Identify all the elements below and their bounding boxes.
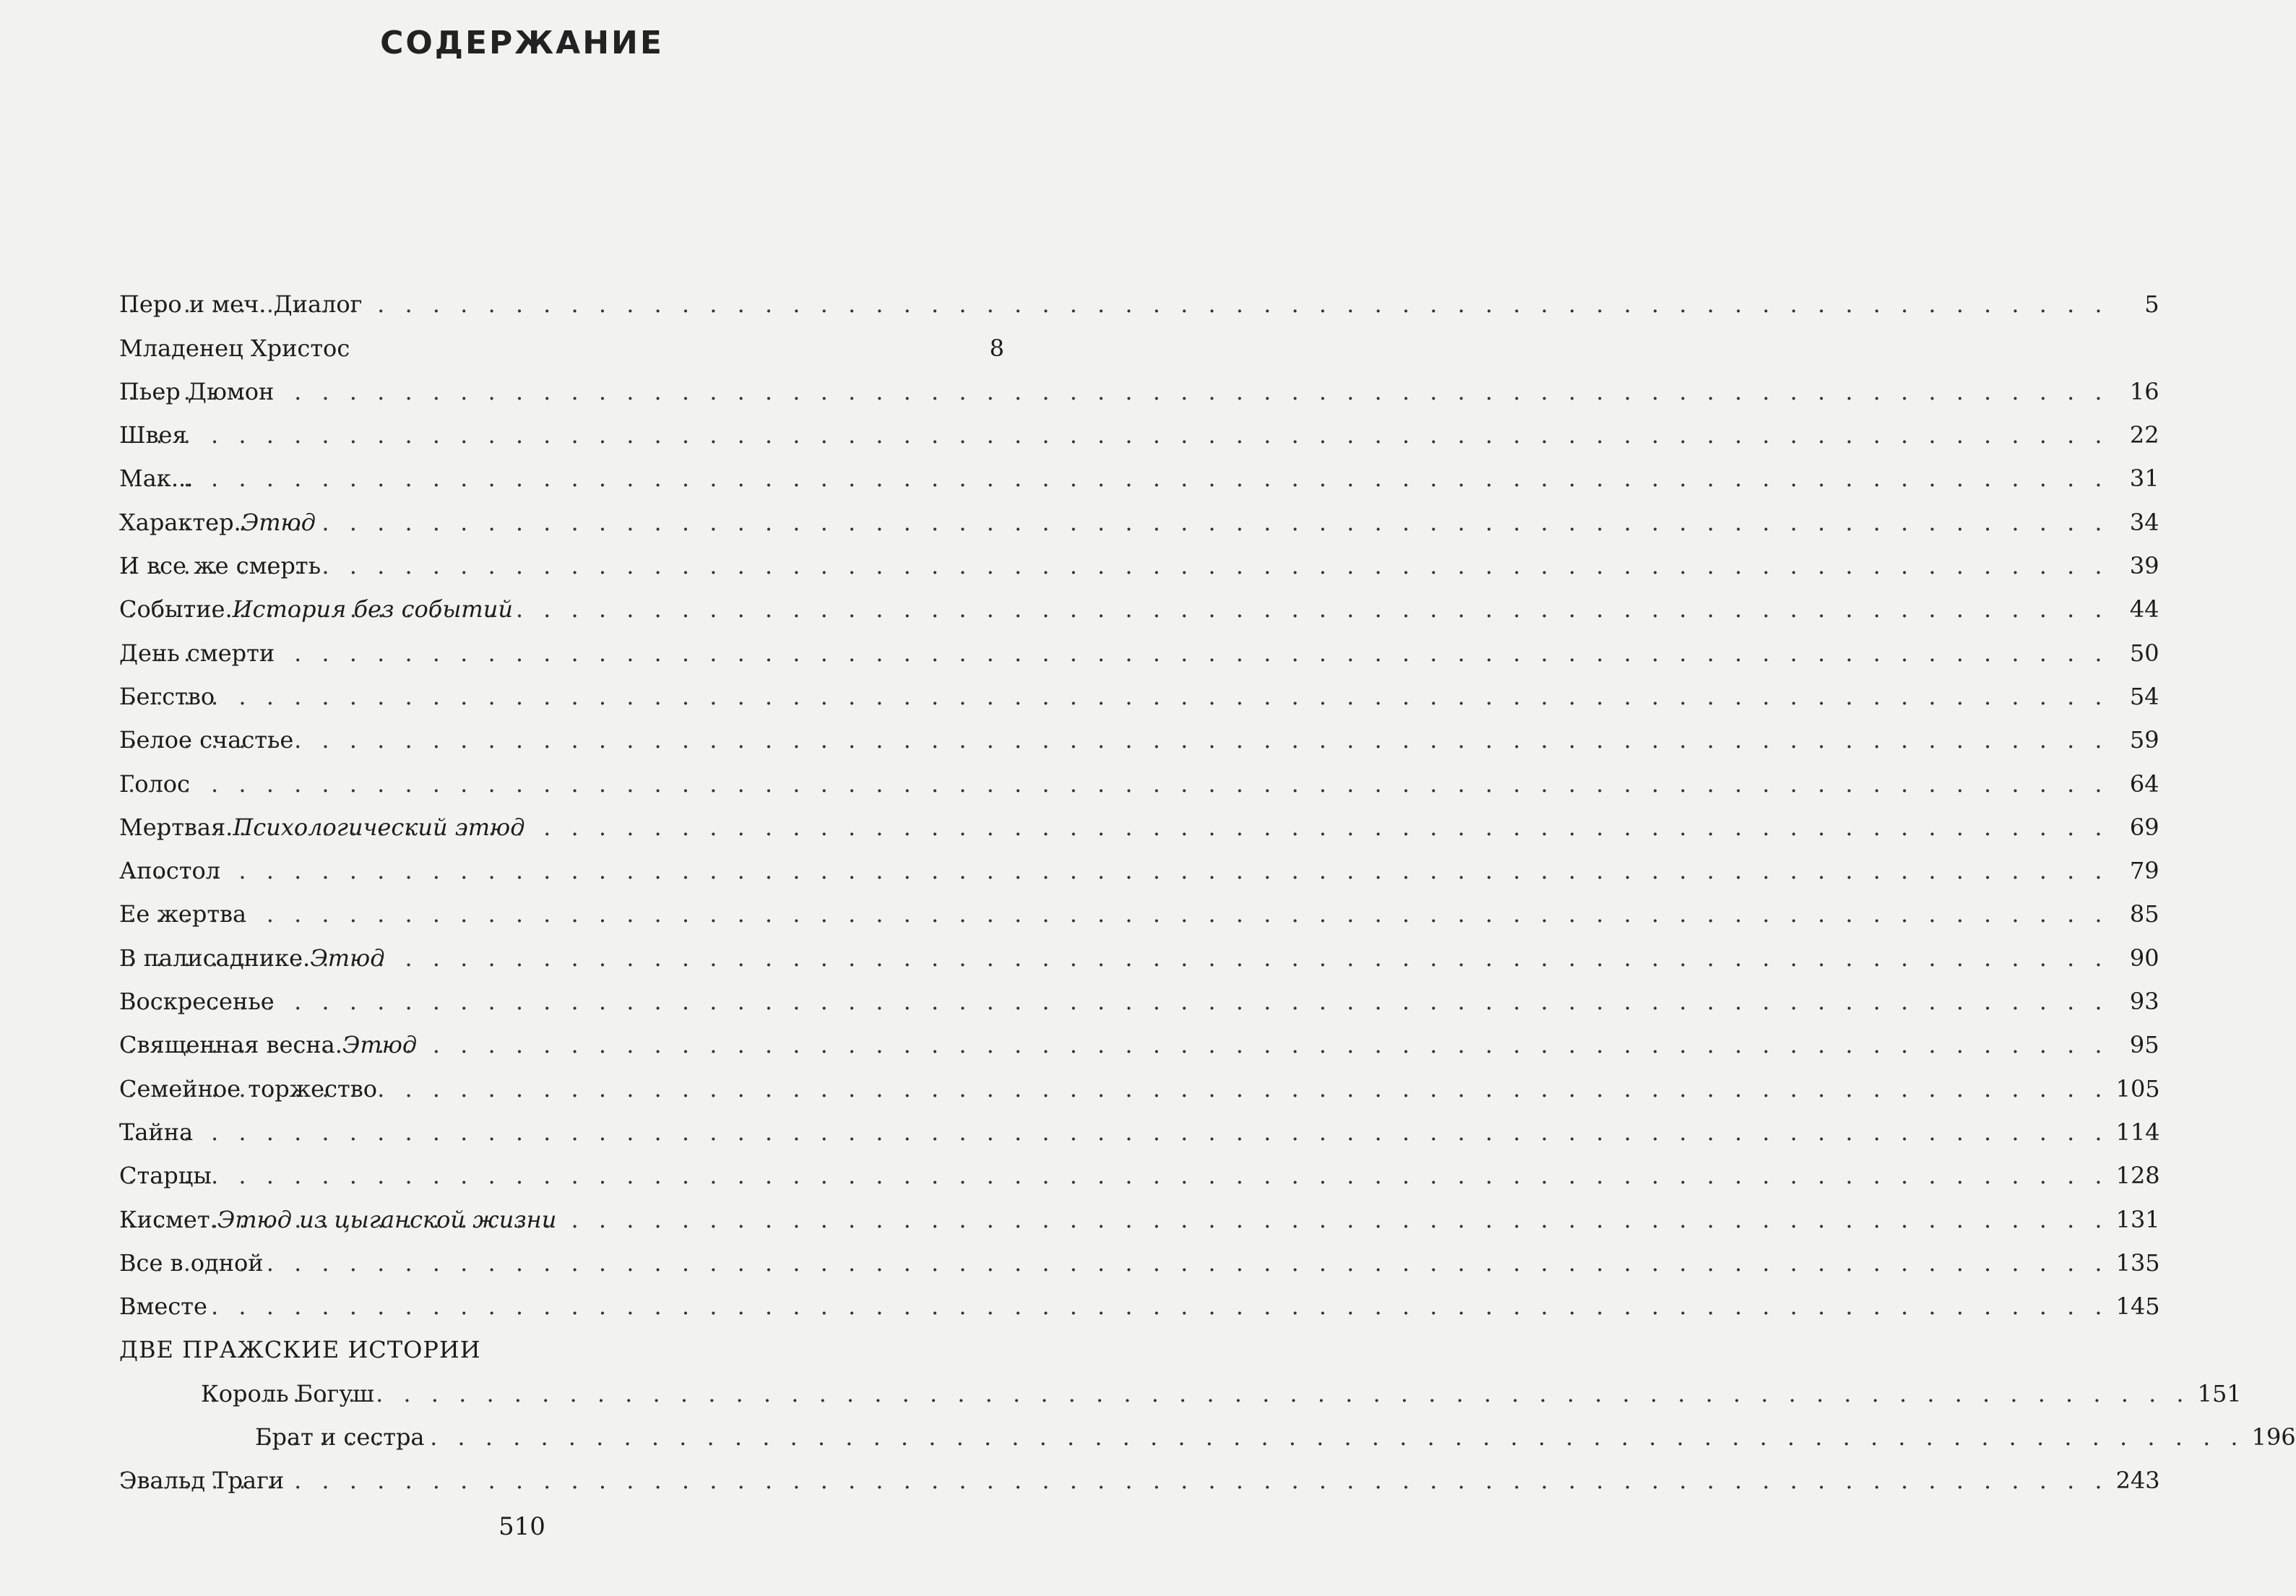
toc-page-number: 243 xyxy=(2115,1467,2160,1495)
dot-leader xyxy=(128,1290,2109,1322)
toc-page-number: 196 xyxy=(2251,1423,2296,1452)
toc-entry xyxy=(119,451,2159,494)
toc-entry-title-group xyxy=(119,1378,374,1410)
dot-leader xyxy=(128,550,2109,582)
dot-leader xyxy=(128,506,2109,538)
toc-entry-title: Старцы xyxy=(119,1162,212,1190)
table-of-contents xyxy=(119,277,2296,1496)
dot-leader xyxy=(128,985,2109,1017)
toc-entry-title: Воскресенье xyxy=(119,988,275,1016)
toc-entry xyxy=(119,669,2159,712)
toc-entry xyxy=(119,407,2159,451)
toc-page-number: 93 xyxy=(2129,988,2159,1016)
toc-entry xyxy=(119,974,2159,1017)
toc-entry xyxy=(119,320,1004,363)
toc-entry-title: В палисаднике. xyxy=(119,944,311,972)
toc-entry xyxy=(119,1191,2160,1235)
toc-page-number: 39 xyxy=(2129,552,2159,580)
dot-leader xyxy=(128,1465,2109,1496)
toc-entry xyxy=(119,277,2159,320)
page-number: 510 xyxy=(499,1512,545,1541)
toc-entry-subtitle: Этюд из цыганской жизни xyxy=(217,1205,557,1233)
toc-entry-title: Апостол xyxy=(119,857,221,885)
toc-entry-title: Все в одной xyxy=(119,1248,264,1277)
dot-leader xyxy=(128,419,2109,451)
toc-entry xyxy=(119,1061,2160,1104)
toc-entry-title: Семейное торжество xyxy=(119,1074,378,1103)
toc-entry xyxy=(119,1105,2160,1148)
toc-page-number: 31 xyxy=(2129,465,2159,493)
dot-leader xyxy=(128,898,2109,930)
toc-page-number: 50 xyxy=(2129,639,2159,667)
toc-entry xyxy=(119,756,2159,799)
toc-entry-title: Кисмет. xyxy=(119,1205,217,1233)
toc-section-heading xyxy=(119,1322,1004,1366)
dot-leader xyxy=(128,376,2109,407)
dot-leader xyxy=(128,768,2109,800)
toc-entry-title: Бегство xyxy=(119,682,215,710)
toc-entry xyxy=(119,494,2159,538)
toc-entry xyxy=(119,1279,2160,1322)
toc-entry-title: И все же смерть xyxy=(119,552,321,580)
toc-entry-title: ДВЕ ПРАЖСКИЕ ИСТОРИИ xyxy=(119,1336,481,1364)
toc-page-number: 145 xyxy=(2115,1293,2160,1321)
toc-entry-title: Эвальд Траги xyxy=(119,1467,285,1495)
toc-page-number: 54 xyxy=(2129,682,2159,710)
toc-entry-subtitle: История без событий xyxy=(232,595,513,624)
dot-leader xyxy=(264,1421,2245,1453)
toc-entry xyxy=(119,364,2159,407)
toc-page-number: 16 xyxy=(2129,377,2159,405)
toc-entry-title-group xyxy=(119,332,350,364)
toc-entry-title: Священная весна. xyxy=(119,1031,342,1059)
toc-entry xyxy=(119,1235,2160,1279)
toc-entry-title: День смерти xyxy=(119,639,275,667)
toc-entry-title: Характер. xyxy=(119,508,241,536)
toc-page-number: 95 xyxy=(2129,1031,2159,1059)
dot-leader xyxy=(128,637,2109,669)
toc-entry-title: Тайна xyxy=(119,1118,194,1146)
toc-page-number: 8 xyxy=(989,334,1004,362)
toc-entry xyxy=(119,800,2159,843)
toc-entry xyxy=(119,887,2159,930)
toc-page-number: 79 xyxy=(2129,857,2159,885)
toc-entry xyxy=(119,538,2159,582)
dot-leader xyxy=(128,1247,2109,1279)
toc-entry xyxy=(119,625,2159,668)
toc-entry xyxy=(119,712,2159,756)
toc-entry xyxy=(119,1453,2160,1496)
dot-leader xyxy=(128,1204,2109,1235)
toc-page-number: 44 xyxy=(2129,595,2159,624)
toc-entry xyxy=(119,1148,2160,1191)
toc-page-number: 34 xyxy=(2129,508,2159,536)
toc-entry-title: Событие. xyxy=(119,595,233,624)
toc-entry-title: Младенец Христос xyxy=(119,334,350,362)
dot-leader xyxy=(210,1378,2191,1410)
dot-leader xyxy=(128,288,2109,320)
dot-leader xyxy=(128,593,2109,625)
toc-page-number: 22 xyxy=(2129,421,2159,449)
toc-entry-title-group xyxy=(119,1334,481,1366)
dot-leader xyxy=(128,942,2109,974)
toc-page-number: 64 xyxy=(2129,769,2159,798)
toc-page-number: 114 xyxy=(2115,1118,2160,1146)
toc-entry-subtitle: Этюд xyxy=(342,1031,418,1059)
toc-page-number: 151 xyxy=(2197,1379,2242,1407)
toc-entry-subtitle: Этюд xyxy=(241,508,316,536)
dot-leader xyxy=(128,855,2109,887)
dot-leader xyxy=(128,1160,2109,1191)
toc-entry xyxy=(119,582,2159,625)
toc-entry xyxy=(119,930,2159,973)
toc-entry-title: Белое счастье xyxy=(119,726,294,754)
toc-entry-subtitle: Психологический этюд xyxy=(233,813,525,841)
dot-leader xyxy=(128,1029,2109,1061)
toc-page-number: 131 xyxy=(2115,1205,2160,1233)
toc-entry-title: Вместе xyxy=(119,1293,207,1321)
toc-entry-title: Перо и меч. Диалог xyxy=(119,290,363,319)
toc-entry-title: Голос xyxy=(119,769,190,798)
toc-page-number: 105 xyxy=(2115,1074,2160,1103)
dot-leader xyxy=(128,811,2109,843)
dot-leader xyxy=(128,462,2109,494)
toc-entry-title: Король Богуш xyxy=(201,1379,374,1407)
toc-entry-title: Швея xyxy=(119,421,187,449)
toc-entry xyxy=(119,1366,2242,1409)
toc-page-number: 85 xyxy=(2129,900,2159,928)
toc-entry xyxy=(119,1410,2296,1453)
toc-page-number: 128 xyxy=(2115,1162,2160,1190)
toc-entry-title: Ее жертва xyxy=(119,900,247,928)
toc-entry-subtitle: Этюд xyxy=(310,944,385,972)
toc-entry-title: Мак... xyxy=(119,465,194,493)
page-title: СОДЕРЖАНИЕ xyxy=(380,25,664,61)
dot-leader xyxy=(128,1116,2109,1148)
dot-leader xyxy=(128,724,2109,756)
toc-entry-title: Пьер Дюмон xyxy=(119,377,275,405)
toc-page-number: 69 xyxy=(2129,813,2159,841)
dot-leader xyxy=(128,1073,2109,1105)
toc-entry xyxy=(119,843,2159,887)
toc-page-number: 135 xyxy=(2115,1248,2160,1277)
toc-entry-title: Брат и сестра xyxy=(255,1423,425,1452)
dot-leader xyxy=(128,681,2109,712)
toc-entry-title-group xyxy=(119,1421,425,1453)
toc-page-number: 59 xyxy=(2129,726,2159,754)
toc-entry-title: Мертвая. xyxy=(119,813,233,841)
toc-page-number: 90 xyxy=(2129,944,2159,972)
toc-page-number: 5 xyxy=(2144,290,2159,319)
toc-entry xyxy=(119,1017,2159,1061)
